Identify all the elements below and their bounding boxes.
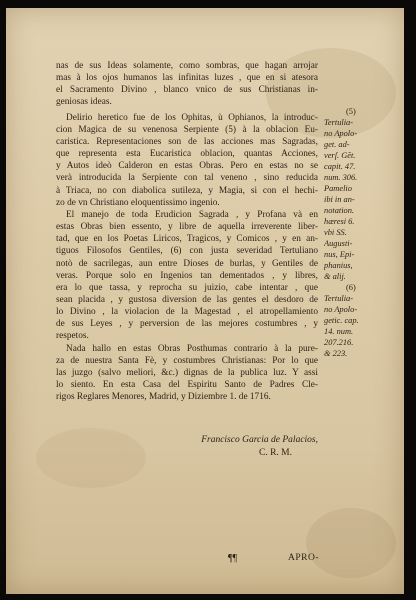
paper-stain: [306, 508, 396, 578]
signature-block: [138, 434, 318, 460]
text-line: era lo que tassa, y reprocha su juizio, cabe intentar , que: [56, 282, 318, 293]
margin-note-line: 207.216.: [324, 338, 354, 347]
margin-note-line: num. 306.: [324, 173, 358, 182]
margin-notes: [324, 106, 404, 359]
margin-note-line: phanius,: [324, 261, 353, 270]
margin-note-line: verſ. Gēt.: [324, 151, 356, 160]
margin-note-line: Tertulia-: [324, 118, 354, 127]
text-line: geniosas ideas.: [56, 97, 112, 108]
text-line: estas Obras bien essento, y libre de aquella irreverente liber-: [56, 222, 318, 233]
margin-note-line: no Apolo-: [324, 129, 358, 138]
text-line: rigos Reglares Menores, Madrid, y Diziembre 1. de 1716.: [56, 392, 271, 403]
catchword: APRO-: [288, 553, 320, 563]
text-line: caristica. Representaciones son de las acciones mas Sagradas,: [56, 136, 318, 147]
text-line: las juzgo (salvo meliori, &c.) dignas de la publica luz. Y assi: [56, 367, 318, 378]
margin-note-line: hæresi 6.: [324, 217, 355, 226]
margin-note-line: 14. num.: [324, 327, 354, 336]
text-line: sean placida , y gustosa diversion de las gentes el desdoro de: [56, 294, 318, 305]
margin-note-line: capit. 47.: [324, 162, 356, 171]
text-line: tiguos Filosofos Gentiles, (6) con justa severidad Tertuliano: [56, 246, 318, 257]
text-line: à Triaca, no con diabolica sutileza, y Magia, si con el hechi-: [56, 185, 318, 196]
text-line: Delirio heretico fue de los Ophitas, ù Ophianos, la introduc-: [66, 112, 318, 123]
signatory-order: C. R. M.: [259, 448, 292, 458]
text-line: que representa esta Eucaristica oblacion, quantas Acciones,: [56, 149, 318, 160]
text-line: respetos.: [56, 331, 89, 342]
margin-note-line: & alij.: [324, 272, 346, 281]
paper-stain: [36, 428, 146, 488]
text-line: cion Magica de su venenosa Serpiente (5) à la oblacion Eu-: [56, 124, 318, 135]
book-page: [6, 8, 404, 594]
margin-note-line: notation.: [324, 206, 355, 215]
text-line: lo Divino , la violacion de la Magestad , el atropellamiento: [56, 307, 318, 318]
text-line: el Sacramento Divino , blanco vnico de sus Christianas in-: [56, 85, 318, 96]
text-line: y Autos ideò Calderon en estas Obras. Pero en estas no se: [56, 161, 318, 172]
margin-note-line: Augusti-: [324, 239, 353, 248]
text-line: veras. Porque solo en Ingenios tan dementados , y libres,: [56, 270, 318, 281]
margin-note-line: get. ad-: [324, 140, 350, 149]
text-line: mas à los ojos humanos las infinitas luzes , que en si atesora: [56, 73, 318, 84]
margin-note-line: getic. cap.: [324, 316, 359, 325]
text-line: El manejo de toda Erudicion Sagrada , y Profana và en: [66, 209, 318, 220]
text-line: de sus Leyes , y perversion de las mejores costumbres , y: [56, 319, 318, 330]
text-line: Nada hallo en estas Obras Posthumas contrario à la pure-: [66, 343, 318, 354]
text-line: za de nuestra Santa Fè, y costumbres Christianas: Por lo que: [56, 355, 318, 366]
margin-note-line: Tertulia-: [324, 294, 354, 303]
margin-note-line: (5): [346, 107, 356, 116]
margin-note-line: vbi SS.: [324, 228, 347, 237]
margin-note-line: no Apolo-: [324, 305, 358, 314]
text-line: lo siento. En esta Casa del Espiritu Santo de Padres Cle-: [56, 380, 318, 391]
margin-note-line: & 223.: [324, 349, 348, 358]
text-line: zo de vn Christiano eloquentissimo ingenio.: [56, 197, 220, 208]
text-line: verà introducida la Serpiente con tal veneno , sino reducida: [56, 173, 318, 184]
margin-note-line: ibi in an-: [324, 195, 355, 204]
signatory-name: Francisco Garcia de Palacios,: [201, 435, 318, 445]
main-text-block: [56, 60, 318, 403]
margin-note-line: nus, Epi-: [324, 250, 355, 259]
margin-note-line: (6): [346, 283, 356, 292]
margin-note-line: Pamelio: [324, 184, 352, 193]
text-line: notò de sacrilegas, aun entre Dioses de burlas, y Gentiles de: [56, 258, 318, 269]
text-line: nas de sus Ideas solamente, como sombras, que hagan arrojar: [56, 61, 318, 71]
text-line: tad, que en los Poetas Liricos, Tragicos, y Comicos , y en an-: [56, 234, 318, 245]
signature-mark: ¶¶: [228, 553, 238, 564]
